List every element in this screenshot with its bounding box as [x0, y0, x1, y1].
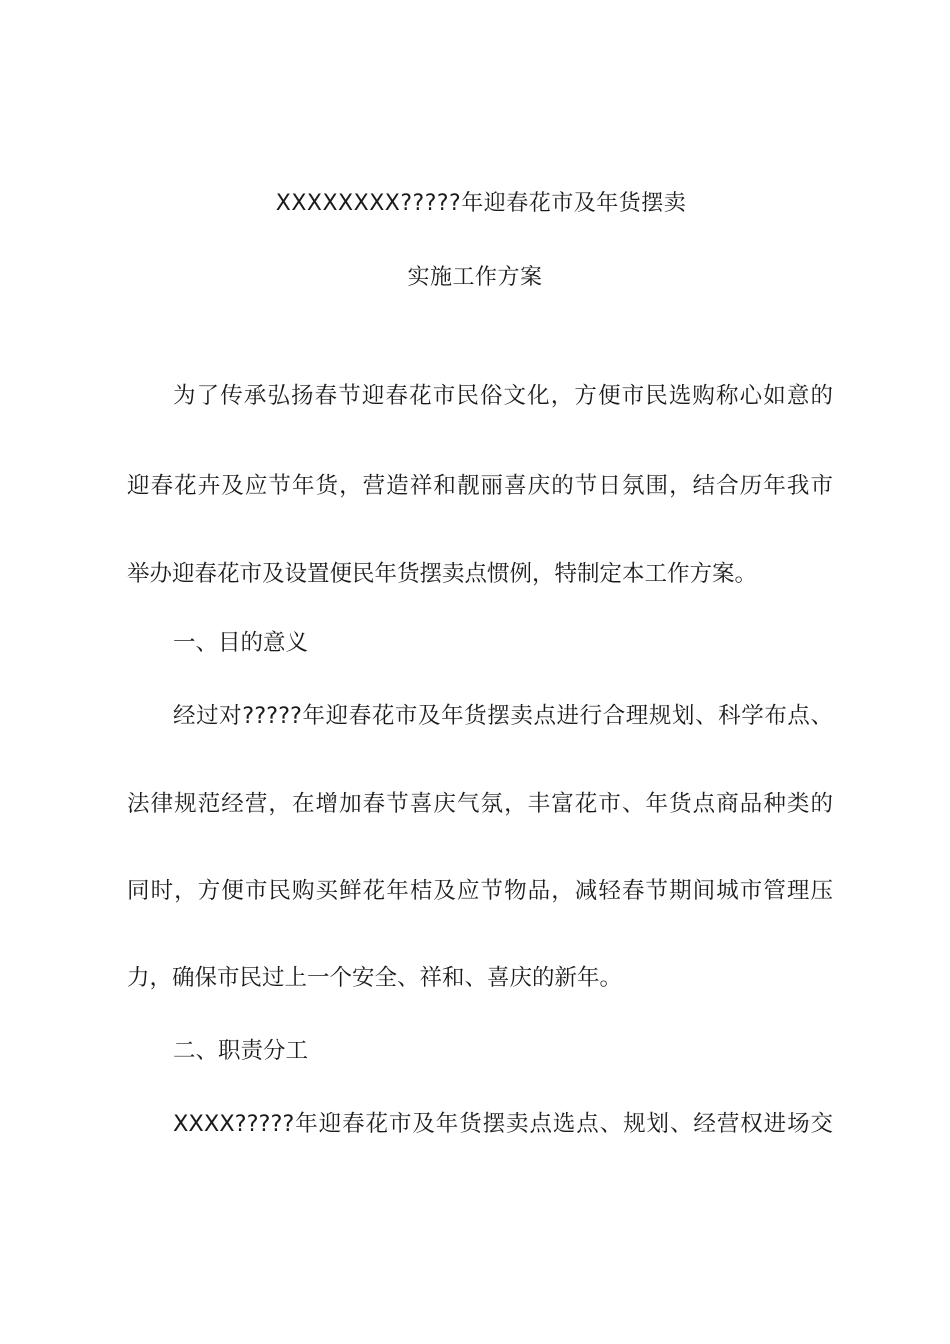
paragraph-1-line-3: 举办迎春花市及设置便民年货摆卖点惯例，特制定本工作方案。: [127, 561, 758, 587]
paragraph-3-line-1: XXXX?????年迎春花市及年货摆卖点选点、规划、经营权进场交: [173, 1111, 833, 1137]
paragraph-2-line-1: 经过对?????年迎春花市及年货摆卖点进行合理规划、科学布点、: [173, 703, 833, 729]
section-heading-2: 二、职责分工: [173, 1038, 309, 1064]
document-title-line-1: XXXXXXXX?????年迎春花市及年货摆卖: [275, 191, 687, 216]
paragraph-2-line-3: 同时，方便市民购买鲜花年桔及应节物品，减轻春节期间城市管理压: [127, 878, 833, 904]
paragraph-1-line-1: 为了传承弘扬春节迎春花市民俗文化，方便市民选购称心如意的: [173, 383, 833, 409]
paragraph-1-line-2: 迎春花卉及应节年货，营造祥和靓丽喜庆的节日氛围，结合历年我市: [127, 473, 833, 499]
paragraph-2-line-2: 法律规范经营，在增加春节喜庆气氛，丰富花市、年货点商品种类的: [127, 791, 833, 817]
section-heading-1: 一、目的意义: [173, 630, 309, 656]
paragraph-2-line-4: 力，确保市民过上一个安全、祥和、喜庆的新年。: [127, 965, 623, 991]
document-title-line-2: 实施工作方案: [407, 265, 543, 290]
